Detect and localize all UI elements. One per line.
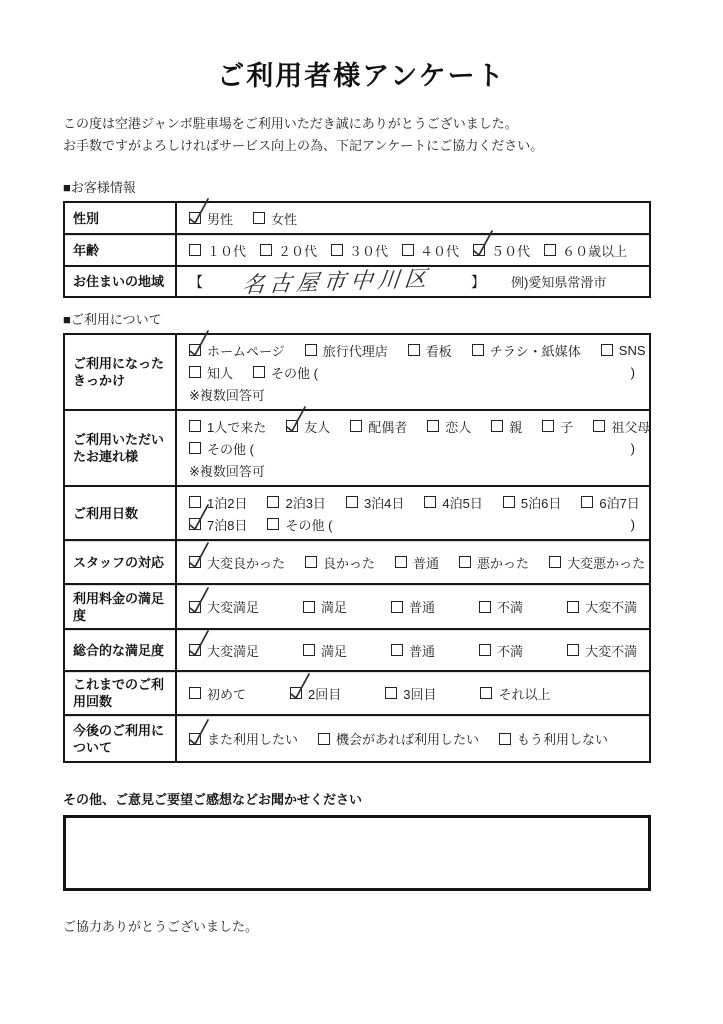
option-label: 機会があれば利用したい <box>336 732 480 747</box>
survey-option <box>542 417 573 436</box>
table-row-trigger <box>65 335 649 409</box>
option-label: 普通 <box>413 555 440 571</box>
survey-option <box>472 341 581 360</box>
region-line <box>189 265 639 297</box>
table-row-companions <box>65 409 649 485</box>
option-label: もう利用しない <box>517 732 609 747</box>
table-row-price-satisfaction <box>65 583 649 628</box>
option-label: 大変悪かった <box>567 555 646 571</box>
checkbox-icon <box>473 244 485 256</box>
option-label: ３０代 <box>349 243 389 259</box>
note-text: ※複数回答可 <box>189 463 265 479</box>
checkbox-icon <box>395 556 407 568</box>
feedback-label: その他、ご意見ご要望ご感想などお聞かせください <box>63 792 363 807</box>
option-line <box>189 459 639 481</box>
checkbox-icon <box>189 601 201 613</box>
checkbox-icon <box>189 344 201 356</box>
survey-option <box>346 493 404 512</box>
survey-option <box>267 493 325 512</box>
survey-option <box>189 684 246 703</box>
option-line <box>189 361 639 383</box>
row-region <box>177 267 649 296</box>
survey-option <box>305 553 375 572</box>
bracket-open: 【 <box>189 273 203 290</box>
option-label: 3泊4日 <box>363 495 405 511</box>
option-label: 普通 <box>409 643 436 659</box>
survey-option <box>189 641 259 660</box>
option-label: ホームページ <box>207 343 285 359</box>
option-label: 満足 <box>321 643 348 659</box>
note-text: ※複数回答可 <box>189 387 265 403</box>
option-label: 2回目 <box>308 686 342 702</box>
survey-option <box>408 341 452 360</box>
survey-option <box>189 729 298 748</box>
checkbox-icon <box>305 556 317 568</box>
option-label: 女性 <box>271 211 298 227</box>
checkbox-icon <box>479 644 491 656</box>
option-line <box>189 596 639 618</box>
row-options <box>177 716 649 761</box>
checkbox-icon <box>286 420 298 432</box>
bracket-close: 】 <box>471 273 485 290</box>
option-label: ５０代 <box>491 243 531 259</box>
survey-option <box>395 553 439 572</box>
survey-option <box>286 417 330 436</box>
option-line <box>189 728 639 750</box>
intro-text <box>63 113 651 157</box>
checkbox-icon <box>253 366 265 378</box>
handwritten-region-value: 名古屋市中川区 <box>241 265 433 297</box>
row-options <box>177 487 649 539</box>
option-label: 初めて <box>207 686 247 702</box>
option-line <box>189 415 651 437</box>
checkbox-icon <box>303 644 315 656</box>
survey-option <box>189 597 259 616</box>
option-label: ２０代 <box>278 243 318 259</box>
survey-option <box>253 363 318 382</box>
row-label: 総合的な満足度 <box>65 630 177 670</box>
row-options <box>177 203 649 233</box>
checkbox-icon <box>253 212 265 224</box>
checkbox-icon <box>189 442 201 454</box>
option-label: 悪かった <box>477 555 530 571</box>
option-label: 大変良かった <box>207 555 286 571</box>
survey-option <box>189 417 266 436</box>
feedback-box <box>63 815 651 891</box>
option-label: SNS <box>618 342 646 358</box>
checkbox-icon <box>479 601 491 613</box>
option-line <box>189 551 646 573</box>
survey-option <box>331 241 388 260</box>
option-label: 1人で来た <box>207 419 267 435</box>
survey-option <box>189 209 233 228</box>
option-label: それ以上 <box>498 686 551 702</box>
row-label: 利用料金の満足度 <box>65 585 177 628</box>
row-label: これまでのご利用回数 <box>65 672 177 714</box>
table-row-staff <box>65 539 649 583</box>
option-label: チラシ・紙媒体 <box>489 343 581 359</box>
survey-option <box>427 417 471 436</box>
option-label: その他 ( <box>285 517 333 533</box>
checkbox-icon <box>567 601 579 613</box>
checkbox-icon <box>267 496 279 508</box>
checkbox-icon <box>303 601 315 613</box>
survey-option <box>479 641 523 660</box>
row-label: スタッフの対応 <box>65 541 177 583</box>
close-paren: ) <box>630 364 635 380</box>
option-label: 祖父母 <box>611 419 651 435</box>
row-label: ご利用いただいたお連れ様 <box>65 411 177 485</box>
survey-option <box>479 597 523 616</box>
checkbox-icon <box>305 344 317 356</box>
checkbox-icon <box>408 344 420 356</box>
closing-text: ご協力ありがとうございました。 <box>63 919 259 934</box>
row-options <box>177 672 649 714</box>
survey-option <box>581 493 639 512</box>
checkbox-icon <box>346 496 358 508</box>
checkbox-icon <box>189 420 201 432</box>
survey-option <box>549 553 645 572</box>
checkbox-icon <box>459 556 471 568</box>
close-paren: ) <box>630 440 635 456</box>
option-label: 大変不満 <box>585 600 638 615</box>
table-row-visit-count <box>65 670 649 714</box>
survey-option <box>189 553 285 572</box>
row-options <box>177 585 649 628</box>
usage-heading: ■ご利用について <box>63 312 162 327</box>
survey-option <box>391 641 435 660</box>
checkbox-icon <box>189 733 201 745</box>
survey-option <box>303 597 347 616</box>
option-line <box>189 682 639 704</box>
option-label: 満足 <box>321 600 348 615</box>
option-label: 3回目 <box>403 686 437 702</box>
survey-option <box>385 684 436 703</box>
survey-option <box>189 439 254 458</box>
checkbox-icon <box>391 644 403 656</box>
survey-option <box>459 553 529 572</box>
option-label: １０代 <box>207 243 247 259</box>
checkbox-icon <box>503 496 515 508</box>
survey-option <box>189 515 247 534</box>
checkbox-icon <box>189 496 201 508</box>
table-row-overall-satisfaction <box>65 628 649 670</box>
row-label: 今後のご利用について <box>65 716 177 761</box>
row-label: お住まいの地域 <box>65 267 177 296</box>
checkbox-icon <box>290 687 302 699</box>
survey-option <box>503 493 561 512</box>
survey-option <box>253 209 297 228</box>
survey-option <box>189 493 247 512</box>
intro-line-1: この度は空港ジャンボ駐車場をご利用いただき誠にありがとうございました。 <box>63 116 518 131</box>
option-label: 5泊6日 <box>520 495 562 511</box>
row-label: 性別 <box>65 203 177 233</box>
usage-table <box>63 333 651 763</box>
survey-option <box>318 729 479 748</box>
option-label: 子 <box>560 419 574 435</box>
checkbox-icon <box>472 344 484 356</box>
survey-option <box>290 684 341 703</box>
checkbox-icon <box>480 687 492 699</box>
checkbox-icon <box>189 518 201 530</box>
option-label: 旅行代理店 <box>322 343 388 359</box>
checkbox-icon <box>593 420 605 432</box>
survey-option <box>601 343 646 358</box>
survey-option <box>491 417 522 436</box>
option-label: 2泊3日 <box>285 495 326 511</box>
option-line <box>189 339 646 361</box>
row-options <box>177 235 649 265</box>
survey-option <box>544 241 627 260</box>
survey-option <box>260 241 317 260</box>
checkbox-icon <box>391 601 403 613</box>
survey-option <box>402 241 459 260</box>
option-label: 不満 <box>497 643 524 659</box>
option-line <box>189 437 639 459</box>
table-row-region <box>65 265 649 296</box>
row-options <box>177 630 649 670</box>
intro-line-2: お手数ですがよろしければサービス向上の為、下記アンケートにご協力ください。 <box>63 138 544 153</box>
checkbox-icon <box>189 366 201 378</box>
option-label: 友人 <box>304 419 331 435</box>
option-line <box>189 207 639 229</box>
option-label: 不満 <box>497 600 524 615</box>
option-line <box>189 239 639 261</box>
checkbox-icon <box>424 496 436 508</box>
survey-option <box>424 493 482 512</box>
checkbox-icon <box>542 420 554 432</box>
option-label: 恋人 <box>445 419 472 435</box>
option-label: 親 <box>509 419 523 435</box>
checkbox-icon <box>499 733 511 745</box>
survey-option <box>267 515 332 534</box>
table-row-age <box>65 233 649 265</box>
checkbox-icon <box>385 687 397 699</box>
table-row-future-use <box>65 714 649 761</box>
option-line <box>189 383 639 405</box>
row-options <box>177 541 649 583</box>
option-label: 4泊5日 <box>442 495 483 511</box>
option-label: 大変不満 <box>585 643 638 659</box>
survey-option <box>391 597 435 616</box>
row-options <box>177 411 649 485</box>
checkbox-icon <box>601 344 613 356</box>
checkbox-icon <box>350 420 362 432</box>
survey-option <box>305 341 388 360</box>
survey-option <box>303 641 347 660</box>
customer-info-heading: ■お客様情報 <box>63 180 136 195</box>
checkbox-icon <box>260 244 272 256</box>
option-label: 6泊7日 <box>599 495 640 511</box>
checkbox-icon <box>189 212 201 224</box>
page-title: ご利用者様アンケート <box>217 61 506 91</box>
option-label: 1泊2日 <box>207 495 248 511</box>
row-label: ご利用日数 <box>65 487 177 539</box>
survey-option <box>593 417 650 436</box>
checkbox-icon <box>267 518 279 530</box>
option-line <box>189 639 639 661</box>
option-label: ６０歳以上 <box>562 243 628 259</box>
survey-option <box>350 417 407 436</box>
close-paren: ) <box>630 516 635 532</box>
survey-option <box>473 241 530 260</box>
checkbox-icon <box>189 687 201 699</box>
option-label: ４０代 <box>420 243 460 259</box>
survey-option <box>480 684 550 703</box>
option-label: また利用したい <box>207 732 299 747</box>
option-label: 大変満足 <box>207 643 260 659</box>
checkbox-icon <box>581 496 593 508</box>
checkbox-icon <box>331 244 343 256</box>
survey-option <box>189 241 246 260</box>
region-example: 例)愛知県常滑市 <box>511 275 607 290</box>
option-label: 看板 <box>425 343 452 359</box>
checkbox-icon <box>544 244 556 256</box>
customer-info-table <box>63 201 651 298</box>
survey-option <box>567 641 637 660</box>
survey-option <box>499 729 608 748</box>
checkbox-icon <box>189 556 201 568</box>
checkbox-icon <box>567 644 579 656</box>
option-label: 知人 <box>207 365 234 381</box>
option-label: 男性 <box>207 211 234 227</box>
option-label: その他 ( <box>207 441 254 457</box>
row-label: 年齢 <box>65 235 177 265</box>
option-label: 良かった <box>323 555 376 571</box>
option-label: 7泊8日 <box>207 517 248 533</box>
option-label: その他 ( <box>271 365 318 381</box>
option-line <box>189 491 639 513</box>
survey-option <box>189 341 285 360</box>
checkbox-icon <box>402 244 414 256</box>
checkbox-icon <box>549 556 561 568</box>
option-line <box>189 513 639 535</box>
checkbox-icon <box>189 244 201 256</box>
survey-option <box>567 597 637 616</box>
option-label: 配偶者 <box>368 419 408 435</box>
row-options <box>177 335 649 409</box>
checkbox-icon <box>491 420 503 432</box>
table-row-days <box>65 485 649 539</box>
checkbox-icon <box>427 420 439 432</box>
option-label: 普通 <box>409 600 436 615</box>
option-label: 大変満足 <box>207 600 260 615</box>
survey-option <box>189 363 233 382</box>
table-row-gender <box>65 203 649 233</box>
row-label: ご利用になったきっかけ <box>65 335 177 409</box>
checkbox-icon <box>189 644 201 656</box>
checkbox-icon <box>318 733 330 745</box>
